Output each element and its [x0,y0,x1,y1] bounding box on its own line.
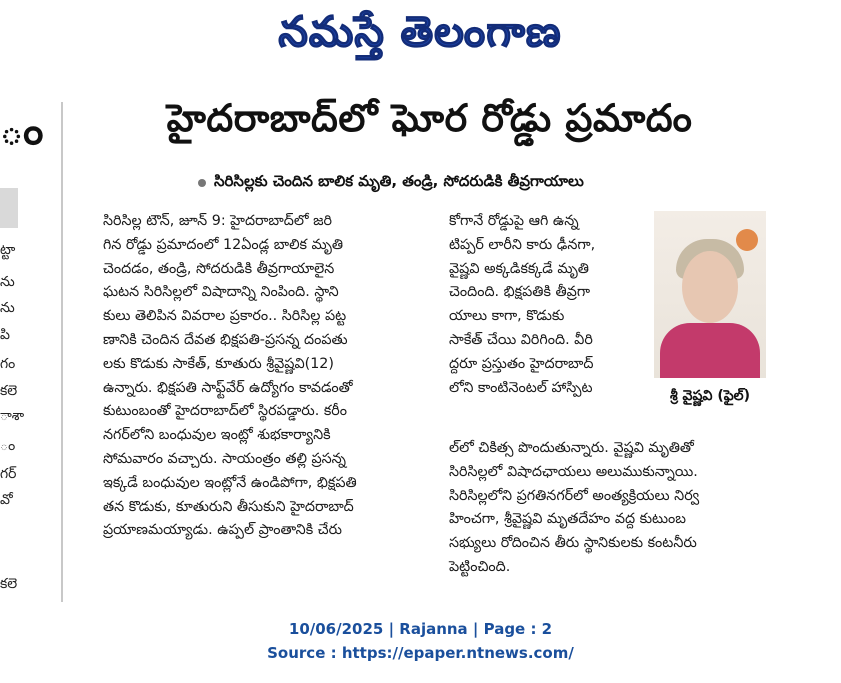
article-line: నగర్‌లోని బంధువుల ఇంట్లో శుభకార్యానికి [103,427,331,444]
left-fragment-big-char: ం [0,108,44,154]
article-line: హించగా, శ్రీవైష్ణవి మృతదేహం వద్ద కుటుంబ [449,511,686,528]
article-line: సిరిసిల్లలో విషాదఛాయలు అలుముకున్నాయి. [449,463,698,480]
footer-source: Source : https://epaper.ntnews.com/ [267,644,574,662]
article-column-2-bottom [449,437,779,580]
bullet-icon [198,179,206,187]
left-fragment-line: కలె [0,576,18,592]
article-line: ఉన్నారు. భిక్షపతి సాఫ్ట్‌వేర్ ఉద్యోగం కావడంతో [103,379,353,396]
left-fragment-line: గం [0,356,16,372]
article-line: కులు తెలిపిన వివరాల ప్రకారం.. సిరిసిల్ల పట్ట [103,308,347,325]
article-line: చెందడం, తండ్రి, సోదరుడికి తీవ్రగాయాలైన [103,260,335,277]
article-line: సభ్యులు రోదించిన తీరు స్థానికులకు కంటనీరు [449,535,697,552]
masthead-title: నమస్తే తెలంగాణ [278,7,562,56]
article-line: సిరిసిల్ల టౌన్, జూన్ 9: హైదరాబాద్‌లో జరి [103,213,333,229]
article-line: కుటుంబంతో హైదరాబాద్‌లో స్థిరపడ్డారు. కరీం [103,403,348,420]
left-fragment-line: ం [0,438,16,454]
photo-flower-shape [736,229,758,251]
article-line: ద్దరూ ప్రస్తుతం హైదరాబాద్ [449,355,594,372]
left-fragment-line: ాశా [0,408,24,424]
column-divider [61,102,63,602]
article-line: సాకేత్ చేయి విరిగింది. వీరి [449,331,593,348]
article-line: సిరిసిల్లలోని ప్రగతినగర్‌లో అంత్యక్రియలు నిర్వ [449,487,700,504]
left-fragment-line: ను [0,300,15,316]
left-fragment-line: పి [0,327,10,343]
article-line: ఘటన సిరిసిల్లలో విషాదాన్ని నింపింది. స్థాని [103,284,339,301]
article-line: చెందింది. భిక్షపతికి తీవ్రగా [449,284,590,301]
article-headline: హైదరాబాద్‌లో ఘోర రోడ్డు ప్రమాదం [166,96,693,140]
left-fragment-line: ను [0,274,15,290]
photo-caption: శ్రీ వైష్ణవి (ఫైల్) [669,388,750,404]
article-column-2-top [449,210,649,400]
article-line: ణానికి చెందిన దేవత భిక్షపతి-ప్రసన్న దంపతు [103,331,348,348]
article-line: ఇక్కడే బంధువుల ఇంట్లోనే ఉండిపోగా, భిక్షపతి [103,474,357,491]
subheadline-text: సిరిసిల్లకు చెందిన బాలిక మృతి, తండ్రి, సోదరుడికి తీవ్రగాయాలు [214,172,584,190]
left-fragment-line: గర్ [0,466,17,482]
left-fragment-gray-box [0,188,18,228]
article-column-1 [103,210,425,543]
photo-face-shape [682,251,738,323]
article-line: ల్‌లో చికిత్స పొందుతున్నారు. వైష్ణవి మృతితో [449,440,694,456]
article-line: కోగానే రోడ్డుపై ఆగి ఉన్న [449,213,579,229]
article-line: టిప్పర్ లారీని కారు ఢీనగా, [449,236,596,253]
article-line: యాలు కాగా, కొడుకు [449,308,565,325]
article-line: సోమవారం వచ్చారు. సాయంత్రం తల్లి ప్రసన్న [103,450,346,467]
article-line: లోని కాంటినెంటల్ హాస్పిట [449,379,593,396]
footer-date-edition: 10/06/2025 | Rajanna | Page : 2 [288,620,553,638]
article-line: ప్రయాణమయ్యాడు. ఉప్పల్ ప్రాంతానికి చేరు [103,522,342,539]
article-line: పెట్టించింది. [449,558,511,575]
left-fragment-line: వో [0,492,13,508]
article-line: తన కొడుకు, కూతురుని తీసుకుని హైదరాబాద్ [103,498,354,515]
article-photo [654,211,766,378]
left-fragment-line: కలె [0,383,18,399]
photo-dress-shape [660,323,760,378]
article-subheadline [198,172,584,194]
article-line: లకు కొడుకు సాకేత్, కూతురు శ్రీవైష్ణవి(12) [103,355,334,372]
left-fragment-line: ట్టా [0,242,16,258]
article-line: గిన రోడ్డు ప్రమాదంలో 12ఏండ్ల బాలిక మృతి [103,236,344,253]
article-line: వైష్ణవి అక్కడికక్కడే మృతి [449,260,589,277]
